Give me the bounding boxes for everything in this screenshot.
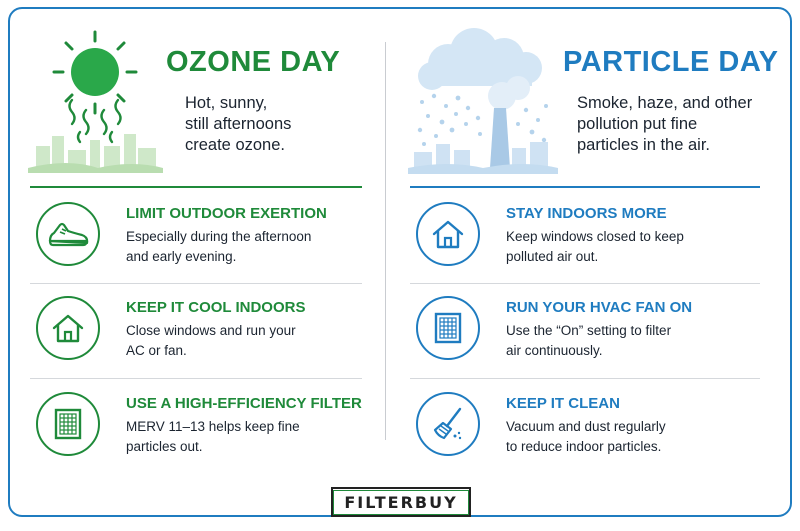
- tip-line: AC or fan.: [126, 343, 187, 358]
- tip-title: KEEP IT COOL INDOORS: [126, 299, 306, 316]
- particle-tip-hvac-fan: [416, 296, 766, 376]
- particle-day-description: [577, 93, 752, 156]
- house-icon: [36, 296, 100, 360]
- smoke-factory-illustration: [408, 24, 558, 174]
- tip-line: MERV 11–13 helps keep fine: [126, 419, 300, 434]
- column-divider: [385, 42, 386, 440]
- tip-line: polluted air out.: [506, 249, 599, 264]
- tip-title: LIMIT OUTDOOR EXERTION: [126, 205, 327, 222]
- air-filter-icon: [416, 296, 480, 360]
- tip-title: RUN YOUR HVAC FAN ON: [506, 299, 693, 316]
- tip-description: [506, 417, 766, 457]
- particle-tip-separator: [410, 378, 760, 379]
- tip-line: particles out.: [126, 439, 203, 454]
- ozone-tip-keep-cool: [36, 296, 376, 376]
- sneaker-icon: [36, 202, 100, 266]
- tip-line: Especially during the afternoon: [126, 229, 312, 244]
- tip-description: [126, 321, 386, 361]
- ozone-tip-separator: [30, 283, 362, 284]
- tip-title: KEEP IT CLEAN: [506, 395, 620, 412]
- particle-day-column: [390, 0, 780, 531]
- tip-description: [126, 417, 386, 457]
- particle-day-title: PARTICLE DAY: [563, 46, 779, 78]
- broom-icon: [416, 392, 480, 456]
- tip-line: Vacuum and dust regularly: [506, 419, 666, 434]
- brand-name: FILTERBUY: [333, 490, 468, 515]
- sun-city-illustration: [28, 28, 163, 173]
- particle-tip-separator: [410, 283, 760, 284]
- tip-description: [126, 227, 386, 267]
- ozone-tip-separator: [30, 378, 362, 379]
- filterbuy-logo: [331, 487, 471, 517]
- ozone-desc-line-3: create ozone.: [185, 136, 285, 154]
- ozone-desc-line-2: still afternoons: [185, 115, 292, 133]
- tip-line: to reduce indoor particles.: [506, 439, 662, 454]
- tip-title: STAY INDOORS MORE: [506, 205, 667, 222]
- tip-description: [506, 321, 766, 361]
- tip-title: USE A HIGH-EFFICIENCY FILTER: [126, 395, 362, 412]
- particle-tip-stay-indoors: [416, 202, 766, 282]
- ozone-desc-line-1: Hot, sunny,: [185, 94, 268, 112]
- ozone-day-title: OZONE DAY: [166, 46, 341, 78]
- tip-line: and early evening.: [126, 249, 237, 264]
- particle-tip-keep-clean: [416, 392, 766, 472]
- ozone-tip-hi-efficiency-filter: [36, 392, 376, 472]
- particle-header-divider: [410, 186, 760, 188]
- particle-desc-line-1: Smoke, haze, and other: [577, 94, 753, 112]
- particle-desc-line-2: pollution put fine: [577, 115, 698, 133]
- ozone-header-divider: [30, 186, 362, 188]
- air-filter-icon: [36, 392, 100, 456]
- house-icon: [416, 202, 480, 266]
- tip-line: Keep windows closed to keep: [506, 229, 684, 244]
- tip-line: air continuously.: [506, 343, 603, 358]
- tip-line: Close windows and run your: [126, 323, 296, 338]
- ozone-tip-limit-exertion: [36, 202, 376, 282]
- ozone-day-description: [185, 93, 291, 156]
- tip-line: Use the “On” setting to filter: [506, 323, 672, 338]
- ozone-day-column: [0, 0, 390, 531]
- particle-desc-line-3: particles in the air.: [577, 136, 710, 154]
- tip-description: [506, 227, 766, 267]
